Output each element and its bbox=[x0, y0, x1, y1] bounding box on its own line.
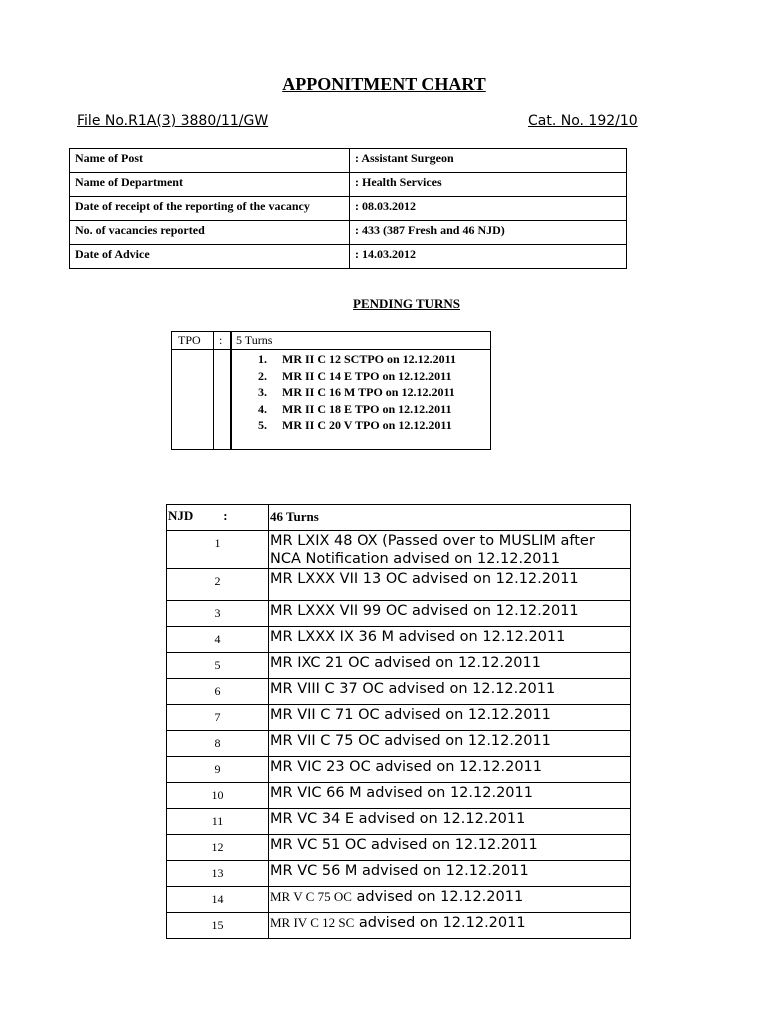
row-text bbox=[269, 887, 631, 913]
row-number: 8 bbox=[167, 731, 269, 757]
info-label: Name of Post bbox=[70, 149, 350, 173]
table-row bbox=[167, 783, 631, 809]
info-label: No. of vacancies reported bbox=[70, 221, 350, 245]
pending-turns-heading: PENDING TURNS bbox=[353, 296, 461, 311]
list-item bbox=[258, 368, 456, 385]
row-text: MR LXXX VII 99 OC advised on 12.12.2011 bbox=[269, 601, 631, 627]
table-row bbox=[167, 757, 631, 783]
table-row bbox=[167, 913, 631, 939]
table-row bbox=[167, 627, 631, 653]
row-text: MR LXIX 48 OX (Passed over to MUSLIM after NCA Notification advised on 12.12.2011 bbox=[269, 531, 631, 569]
info-value: : 08.03.2012 bbox=[350, 197, 627, 221]
list-item bbox=[258, 401, 456, 418]
info-row bbox=[70, 173, 627, 197]
info-row bbox=[70, 245, 627, 269]
page-title: APPONITMENT CHART bbox=[282, 74, 486, 94]
row-number: 6 bbox=[167, 679, 269, 705]
tpo-divider bbox=[172, 349, 490, 350]
row-text: MR VC 34 E advised on 12.12.2011 bbox=[269, 809, 631, 835]
row-number: 15 bbox=[167, 913, 269, 939]
info-label: Date of Advice bbox=[70, 245, 350, 269]
table-row bbox=[167, 861, 631, 887]
list-text: MR II C 12 SCTPO on 12.12.2011 bbox=[282, 352, 457, 366]
row-number: 2 bbox=[167, 569, 269, 601]
njd-turns-table bbox=[166, 504, 631, 939]
row-text: MR VII C 75 OC advised on 12.12.2011 bbox=[269, 731, 631, 757]
row-number: 9 bbox=[167, 757, 269, 783]
row-text-rest: advised on 12.12.2011 bbox=[354, 915, 526, 931]
tpo-turn-list bbox=[258, 351, 456, 434]
row-text: MR VII C 71 OC advised on 12.12.2011 bbox=[269, 705, 631, 731]
table-header-row bbox=[167, 505, 631, 531]
list-number: 1. bbox=[258, 352, 267, 366]
list-text: MR II C 20 V TPO on 12.12.2011 bbox=[282, 418, 452, 433]
row-text bbox=[269, 913, 631, 939]
row-number: 14 bbox=[167, 887, 269, 913]
njd-label: NJD bbox=[168, 508, 194, 523]
list-text: MR II C 16 M TPO on 12.12.2011 bbox=[282, 385, 455, 400]
tpo-turns-count: 5 Turns bbox=[236, 333, 273, 347]
list-item bbox=[258, 351, 456, 368]
info-label: Date of receipt of the reporting of the vacancy bbox=[70, 197, 350, 221]
row-number: 4 bbox=[167, 627, 269, 653]
njd-label-cell bbox=[167, 505, 269, 531]
list-number: 2. bbox=[258, 368, 267, 383]
table-row bbox=[167, 835, 631, 861]
row-text: MR VC 51 OC advised on 12.12.2011 bbox=[269, 835, 631, 861]
tpo-box bbox=[171, 331, 491, 450]
list-number: 3. bbox=[258, 385, 267, 400]
tpo-colon: : bbox=[219, 333, 223, 347]
row-text: MR VIC 66 M advised on 12.12.2011 bbox=[269, 783, 631, 809]
list-item bbox=[258, 417, 456, 434]
njd-turns-count: 46 Turns bbox=[269, 505, 631, 531]
row-text: MR IXC 21 OC advised on 12.12.2011 bbox=[269, 653, 631, 679]
row-text: MR VC 56 M advised on 12.12.2011 bbox=[269, 861, 631, 887]
file-number: File No.R1A(3) 3880/11/GW bbox=[77, 113, 269, 129]
list-item bbox=[258, 384, 456, 401]
info-value: : 433 (387 Fresh and 46 NJD) bbox=[350, 221, 627, 245]
list-number: 5. bbox=[258, 418, 267, 433]
row-number: 12 bbox=[167, 835, 269, 861]
list-text: MR II C 18 E TPO on 12.12.2011 bbox=[282, 401, 452, 416]
row-number: 1 bbox=[167, 531, 269, 569]
row-text: MR VIII C 37 OC advised on 12.12.2011 bbox=[269, 679, 631, 705]
row-number: 10 bbox=[167, 783, 269, 809]
row-number: 7 bbox=[167, 705, 269, 731]
tpo-label: TPO bbox=[178, 333, 201, 347]
row-text: MR LXXX VII 13 OC advised on 12.12.2011 bbox=[269, 569, 631, 601]
row-text-code: MR V C 75 OC bbox=[270, 889, 352, 904]
info-value: : Health Services bbox=[350, 173, 627, 197]
table-row bbox=[167, 705, 631, 731]
category-number: Cat. No. 192/10 bbox=[528, 113, 638, 129]
info-row bbox=[70, 149, 627, 173]
info-value: : Assistant Surgeon bbox=[350, 149, 627, 173]
row-text: MR LXXX IX 36 M advised on 12.12.2011 bbox=[269, 627, 631, 653]
table-row bbox=[167, 531, 631, 569]
table-row bbox=[167, 601, 631, 627]
info-label: Name of Department bbox=[70, 173, 350, 197]
row-text-rest: advised on 12.12.2011 bbox=[351, 889, 524, 905]
table-row bbox=[167, 653, 631, 679]
table-row bbox=[167, 679, 631, 705]
info-row bbox=[70, 197, 627, 221]
row-number: 11 bbox=[167, 809, 269, 835]
info-row bbox=[70, 221, 627, 245]
table-row bbox=[167, 731, 631, 757]
table-row bbox=[167, 809, 631, 835]
row-text-code: MR IV C 12 SC bbox=[270, 915, 355, 930]
table-row bbox=[167, 569, 631, 601]
vacancy-info-table bbox=[69, 148, 627, 269]
row-number: 5 bbox=[167, 653, 269, 679]
row-number: 13 bbox=[167, 861, 269, 887]
row-text: MR VIC 23 OC advised on 12.12.2011 bbox=[269, 757, 631, 783]
list-number: 4. bbox=[258, 401, 267, 416]
info-value: : 14.03.2012 bbox=[350, 245, 627, 269]
list-text: MR II C 14 E TPO on 12.12.2011 bbox=[282, 368, 452, 383]
njd-colon: : bbox=[223, 508, 228, 523]
row-number: 3 bbox=[167, 601, 269, 627]
table-row bbox=[167, 887, 631, 913]
